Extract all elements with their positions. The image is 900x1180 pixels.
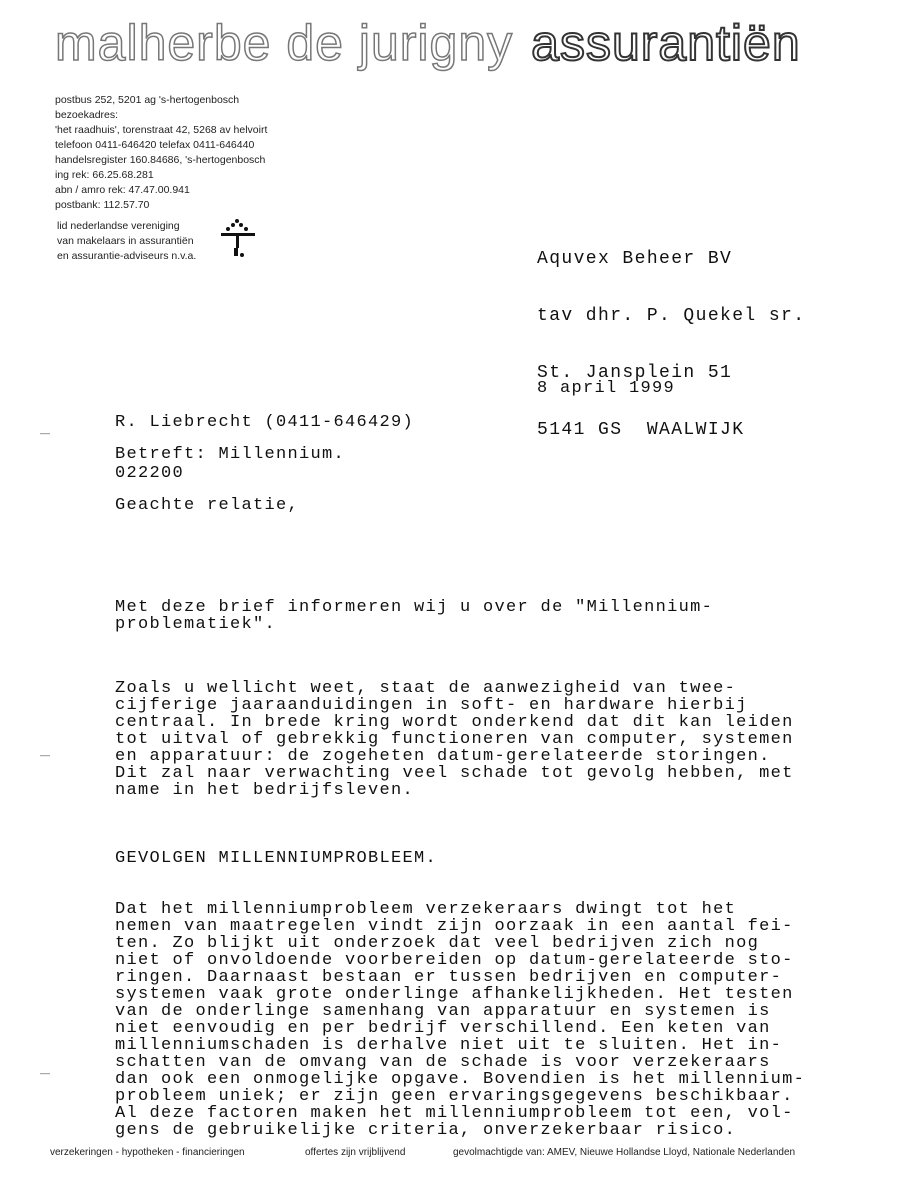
subject-line: Betreft: Millennium. — [115, 445, 346, 464]
letter-body — [115, 565, 805, 1156]
association-emblem-icon — [218, 218, 258, 260]
letter-date: 8 april 1999 — [537, 379, 676, 398]
recipient-line: St. Jansplein 51 — [537, 363, 733, 383]
fold-mark: –– — [40, 428, 51, 438]
recipient-address — [537, 212, 805, 459]
fold-mark: –– — [40, 750, 51, 760]
membership-line: lid nederlandse vereniging — [57, 220, 180, 232]
sender-reference — [115, 380, 414, 499]
footer-services: verzekeringen - hypotheken - financieringen — [50, 1147, 245, 1158]
recipient-line: Aquvex Beheer BV — [537, 249, 733, 269]
address-line: bezoekadres: — [55, 109, 119, 121]
address-line: handelsregister 160.84686, 's-hertogenbosch — [55, 154, 266, 166]
footer-agent: gevolmachtigde van: AMEV, Nieuwe Hollandse Lloyd, Nationale Nederlanden — [453, 1147, 796, 1158]
membership-line: van makelaars in assurantiën — [57, 235, 194, 247]
reference-number: 022200 — [115, 464, 185, 483]
recipient-line: 5141 GS WAALWIJK — [537, 420, 745, 440]
recipient-line: tav dhr. P. Quekel sr. — [537, 306, 806, 326]
fold-mark: –– — [40, 1068, 51, 1078]
letterhead-logo — [55, 14, 801, 72]
company-address — [55, 93, 267, 213]
intro-paragraph: Met deze brief informeren wij u over de "Millennium- problematiek". — [115, 598, 714, 634]
address-line: 'het raadhuis', torenstraat 42, 5268 av helvoirt — [55, 124, 268, 136]
address-line: ing rek: 66.25.68.281 — [55, 169, 154, 181]
address-line: telefoon 0411-646420 telefax 0411-646440 — [55, 139, 255, 151]
address-line: postbank: 112.57.70 — [55, 199, 150, 211]
sender-contact: R. Liebrecht (0411-646429) — [115, 413, 415, 432]
address-line: postbus 252, 5201 ag 's-hertogenbosch — [55, 94, 240, 106]
salutation: Geachte relatie, — [115, 496, 300, 515]
footer-offers: offertes zijn vrijblijvend — [305, 1147, 406, 1158]
membership-line: en assurantie-adviseurs n.v.a. — [57, 250, 197, 262]
address-line: abn / amro rek: 47.47.00.941 — [55, 184, 190, 196]
paragraph-1: Zoals u wellicht weet, staat de aanwezigheid van twee- cijferige jaaraanduidingen in soft- en hardware hierbij centraal. In brede kring wordt onderkend dat dit kan leiden tot uitval of gebrekkig functioneren van computer, systemen en apparatuur: de zogeheten datum-gerelateerde storingen. Dit zal naar verwachting veel schade tot gevolg hebben, met name in het bedrijfsleven. — [115, 679, 794, 800]
section-heading: GEVOLGEN MILLENNIUMPROBLEEM. — [115, 849, 438, 868]
paragraph-2: Dat het millenniumprobleem verzekeraars dwingt tot het nemen van maatregelen vindt zijn oorzaak in een aantal fei- ten. Zo blijkt uit onderzoek dat veel bedrijven zich nog niet of onvoldoende voorbereiden op datum-gerelateerde sto- ringen. Daarnaast bestaan er tussen bedrijven en computer- systemen vaak grote onderlinge afhankelijkheden. Het testen van de onderlinge samenhang van apparatuur en systemen is niet eenvoudig en per bedrijf verschillend. Een keten van millenniumschaden is derhalve niet uit te sluiten. Het in- schatten van de omvang van de schade is voor verzekeraars dan ook een onmogelijke opgave. Bovendien is het millennium- probleem uniek; er zijn geen ervaringsgegevens beschikbaar. Al deze factoren maken het millenniumprobleem tot een, vol- gens de gebruikelijke criteria, onverzekerbaar risico. — [115, 900, 806, 1140]
logo-suffix: assurantiën — [531, 15, 801, 71]
logo-name: malherbe de jurigny — [55, 15, 514, 71]
membership — [57, 219, 196, 264]
